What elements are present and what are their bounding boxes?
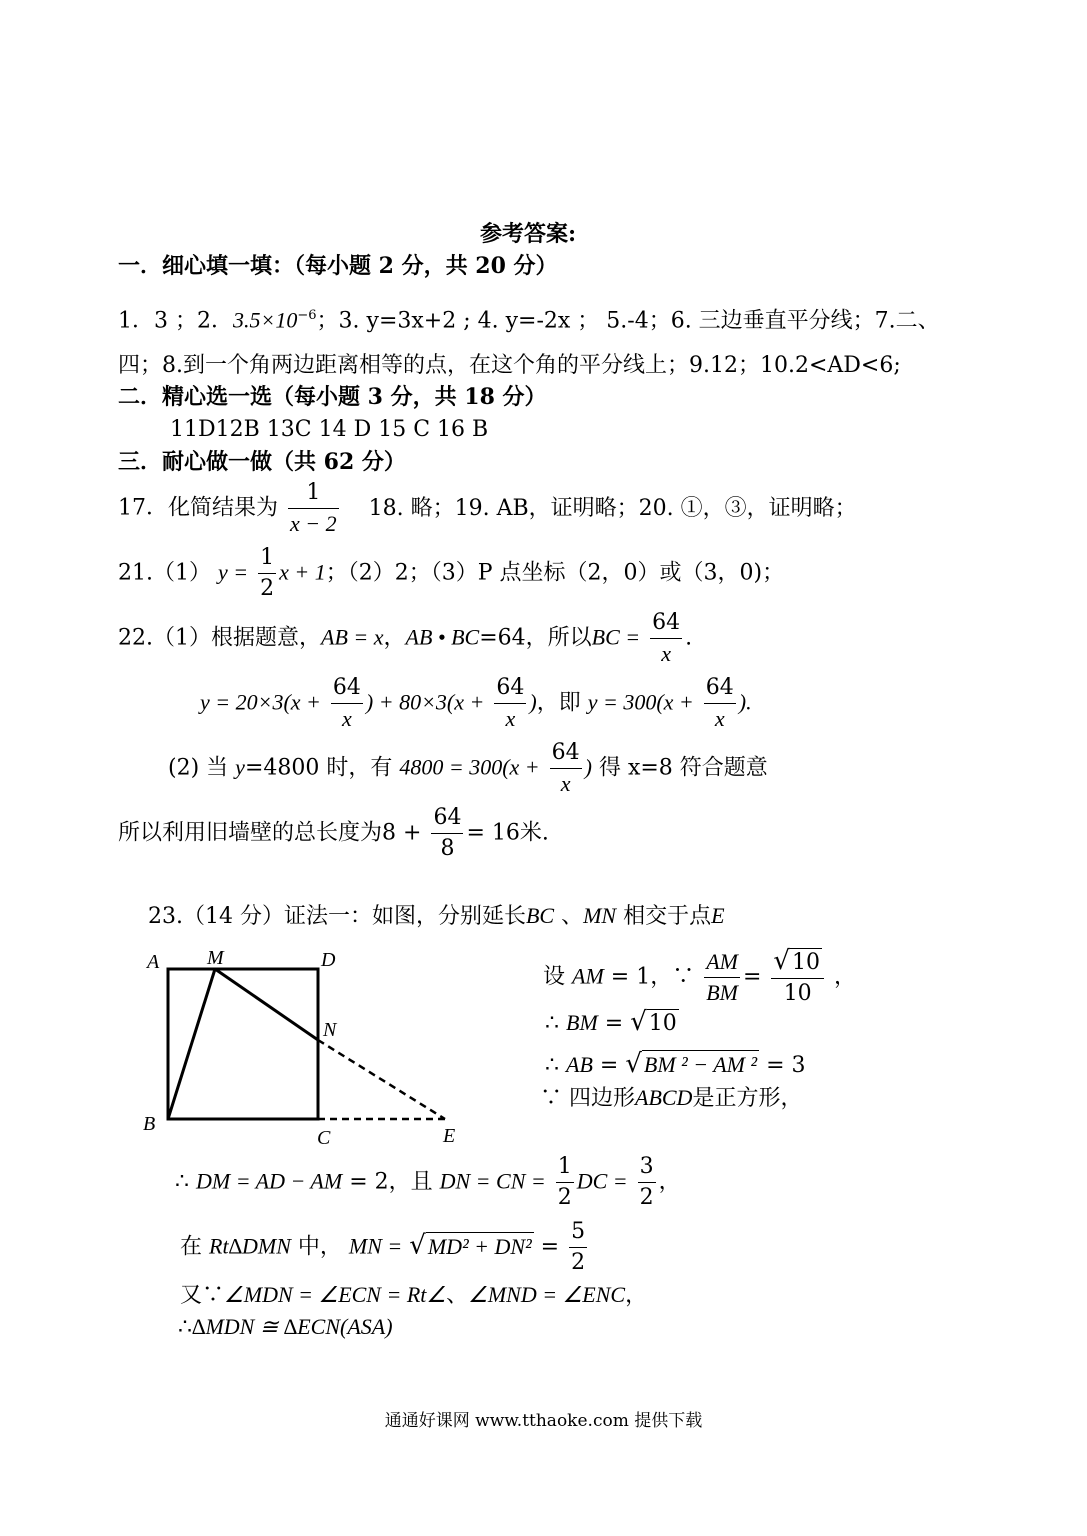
q21-y: y =	[218, 559, 249, 585]
label-c: C	[317, 1127, 331, 1149]
q23-head-mid: 、	[554, 904, 584, 929]
q22-eq1-frac2	[494, 673, 526, 734]
q23-r1-num: AM	[704, 947, 740, 978]
q23-l6-num: 5	[569, 1217, 587, 1248]
q23-l6-e: =	[533, 1234, 560, 1260]
q22-2-c: 4800 = 300(x +	[399, 754, 540, 780]
q23-r1-frac2	[771, 946, 824, 1009]
q23-right-2	[545, 1008, 679, 1038]
s1-line-1	[118, 302, 940, 335]
section-1-heading: 一．细心填一填：（每小题 2 分，共 20 分）	[118, 253, 558, 279]
q23-l7-e: ，	[625, 1283, 648, 1308]
q22-den: x	[661, 641, 671, 666]
q22-eq1-num1: 64	[331, 673, 363, 704]
q23-head-end: 相交于点	[616, 904, 712, 929]
q22-2-den: x	[560, 771, 571, 796]
q22-eq1-c: )	[529, 689, 537, 715]
s2-answers: 11D12B 13C 14 D 15 C 16 B	[170, 417, 489, 442]
q23-r4-abcd: ABCD	[635, 1085, 693, 1110]
label-m: M	[207, 947, 224, 969]
q23-r1-num2-wrap	[771, 946, 824, 979]
segment-bm	[168, 969, 215, 1119]
q22-line-1: 22.（1）根据题意，AB = x，AB • BC=64，所以BC = $\frac{64}{x}$ .	[118, 608, 692, 669]
q22-2-num: 64	[550, 738, 582, 769]
q23-r1-den: BM	[706, 980, 738, 1005]
q22-fraction	[650, 608, 682, 669]
q22-3-a: 所以利用旧墙壁的总长度为	[118, 820, 383, 846]
q23-l6-d: MN =	[348, 1233, 403, 1259]
q23-r2-eq: =	[597, 1011, 624, 1036]
q18-20-text: 18. 略；19. AB，证明略；20. ①，③，证明略；	[368, 495, 857, 521]
q22-eq1-e: y = 300(x +	[587, 689, 694, 715]
q23-l5-d: DN = CN =	[439, 1168, 546, 1194]
q22-3-num: 64	[431, 803, 463, 834]
q22-eq1-num3: 64	[704, 673, 736, 704]
s1-l1-a: 1．3 ；2．	[118, 308, 233, 334]
q23-l7-b: ∠MDN = ∠ECN = Rt∠	[224, 1282, 447, 1307]
q23-l6-den: 2	[571, 1250, 586, 1275]
q22-eq1-den3: x	[714, 706, 725, 731]
q23-l5-den: 2	[557, 1185, 572, 1210]
label-b: B	[143, 1113, 156, 1135]
q22-2-y: y	[235, 754, 245, 780]
q23-r3-sqrt: BM ² − AM ²	[643, 1052, 758, 1077]
square-diagram	[135, 945, 475, 1150]
q23-r3-eq: =	[592, 1053, 619, 1078]
q23-r3-a: ∴	[545, 1053, 559, 1078]
q23-r2-bm: BM	[566, 1010, 598, 1035]
q22-3-d: 米.	[519, 820, 549, 846]
label-a: A	[147, 951, 160, 973]
q22-abbc: AB • BC	[405, 624, 480, 650]
footer-credit: 通通好课网 www.tthaoke.com 提供下载	[384, 1411, 703, 1431]
q23-head-e: E	[711, 903, 725, 928]
q23-r4-a: ∵ 四边形	[540, 1086, 635, 1111]
q22-3-c: = 16	[466, 820, 520, 846]
q23-r1-eq: =	[742, 964, 762, 990]
q23-l7-a: 又∵	[180, 1283, 225, 1308]
s1-line-2: 四；8.到一个角两边距离相等的点，在这个角的平分线上；9.12；10.2<AD<6;	[118, 353, 901, 378]
q23-r2-a: ∴	[545, 1011, 559, 1036]
segment-mn	[215, 969, 318, 1040]
q23-l5-e: DC =	[576, 1168, 628, 1194]
q22-2-e: 得 x=8 符合题意	[591, 755, 768, 781]
q23-right-4	[540, 1084, 802, 1113]
q23-head-mn: MN	[583, 903, 617, 928]
q21-line	[118, 543, 784, 604]
s1-l1-b: 3.5×10	[233, 307, 298, 333]
q22-eq1-a: y = 20×3(x +	[200, 689, 321, 715]
q22-eq1-frac3	[704, 673, 736, 734]
q22-eq-1	[200, 673, 752, 734]
q23-r2-sqrt: 10	[648, 1011, 677, 1036]
q23-r1-num2: 10	[791, 950, 820, 975]
q22-3-fraction	[431, 803, 463, 864]
q22-eq1-d: ，即	[536, 690, 581, 716]
radical-icon: √	[630, 1007, 647, 1037]
q22-3-den: 8	[440, 836, 455, 861]
q22-part-2	[168, 738, 768, 799]
q22-num: 64	[650, 608, 682, 639]
q21-label: 21.（1）	[118, 560, 211, 586]
q23-l8-b: ∆MDN ≅ ∆ECN(ASA)	[192, 1314, 393, 1339]
q23-r3-ab: AB	[566, 1052, 593, 1077]
q23-r1-den2: 10	[783, 981, 812, 1006]
q23-l5-a: ∴	[175, 1169, 189, 1195]
q22-c: =64，所以	[479, 625, 592, 651]
radical-icon: √	[409, 1230, 426, 1261]
q22-2-b: =4800 时，有	[244, 755, 393, 781]
q22-comma: ，	[383, 625, 406, 651]
q23-l6-a: 在	[180, 1234, 203, 1260]
q22-2-fraction	[550, 738, 582, 799]
q23-l5-den2: 2	[639, 1185, 654, 1210]
page-title: 参考答案:	[480, 221, 577, 247]
q23-l5-num2: 3	[638, 1152, 656, 1183]
label-e: E	[443, 1125, 456, 1147]
s1-l1-exp: −6	[297, 308, 317, 323]
segment-ne-dashed	[318, 1040, 445, 1119]
section-2-heading: 二．精心选一选（每小题 3 分，共 18 分）	[118, 384, 547, 410]
q23-line-7	[180, 1281, 647, 1310]
s1-l1-c: ；3. y=3x+2 ; 4. y=-2x ； 5.-4；6. 三边垂直平分线；7.二、	[316, 308, 940, 334]
q23-line-8	[178, 1313, 393, 1342]
q23-r1-am: AM	[572, 963, 604, 989]
q23-l5-c: = 2，且	[342, 1169, 433, 1195]
q23-head-a: 23.（14 分）证法一：如图，分别延长	[148, 904, 526, 929]
label-n: N	[323, 1019, 337, 1041]
q23-l6-b: Rt∆DMN	[209, 1233, 291, 1259]
q23-head-bc: BC	[525, 903, 555, 928]
section-3-heading: 三．耐心做一做（共 62 分）	[118, 449, 406, 475]
q22-eq1-b: ) + 80×3(x +	[365, 689, 485, 715]
q23-r3-b: = 3	[759, 1053, 806, 1078]
q17-label: 17．化简结果为	[118, 495, 278, 521]
q23-r1-frac1	[704, 947, 740, 1008]
q23-l6-frac	[569, 1217, 587, 1278]
q22-eq1-den2: x	[505, 706, 516, 731]
q22-3-b: 8 +	[382, 820, 422, 846]
label-d: D	[321, 949, 336, 971]
q17-num: 1	[288, 478, 339, 509]
q21-xp1: x + 1	[279, 559, 326, 585]
q23-right-3	[545, 1050, 806, 1080]
q23-l5-frac1	[556, 1152, 574, 1213]
q17-line	[118, 478, 857, 539]
q17-den: x − 2	[290, 511, 337, 536]
q23-l7-c: 、	[446, 1283, 469, 1308]
q22-eq1-frac1	[331, 673, 363, 734]
q23-l6-sqrt: MD² + DN²	[427, 1233, 532, 1259]
q23-r1-b: = 1，∵	[603, 964, 695, 990]
radical-icon: √	[773, 946, 790, 976]
q22-label: 22.（1）根据题意，	[118, 625, 321, 651]
q23-l8-a: ∴	[178, 1315, 192, 1340]
q22-2-d: )	[584, 754, 592, 780]
q23-l5-b: DM = AD − AM	[196, 1168, 343, 1194]
q23-l5-f: ，	[658, 1169, 681, 1195]
q21-num: 1	[258, 543, 276, 574]
q21-rest: ；（2）2；（3）P 点坐标（2，0）或（3，0)；	[325, 560, 785, 586]
q22-2-a: (2) 当	[168, 755, 229, 781]
q22-eq1-num2: 64	[494, 673, 526, 704]
q23-r4-b: 是正方形，	[692, 1086, 803, 1111]
q22-bc: BC =	[591, 624, 641, 650]
q23-l5-frac2	[638, 1152, 656, 1213]
radical-icon: √	[625, 1049, 642, 1079]
q23-r1-a: 设	[543, 964, 566, 990]
q22-part-3	[118, 803, 549, 864]
q22-eq1-den1: x	[342, 706, 352, 731]
q23-l6-c: 中，	[290, 1234, 342, 1260]
q23-heading	[148, 902, 725, 931]
q21-den: 2	[260, 576, 275, 601]
q23-line-6	[180, 1217, 590, 1278]
q23-right-1	[543, 946, 856, 1009]
q23-l7-d: ∠MND = ∠ENC	[468, 1282, 626, 1307]
q23-l5-num: 1	[556, 1152, 574, 1183]
q17-fraction	[288, 478, 339, 539]
q22-ab: AB = x	[321, 624, 384, 650]
q21-fraction	[258, 543, 276, 604]
q23-r1-c: ，	[826, 964, 856, 990]
square-diagram-svg	[135, 945, 475, 1150]
q23-line-5	[175, 1152, 681, 1213]
q22-eq1-f: ).	[738, 689, 752, 715]
